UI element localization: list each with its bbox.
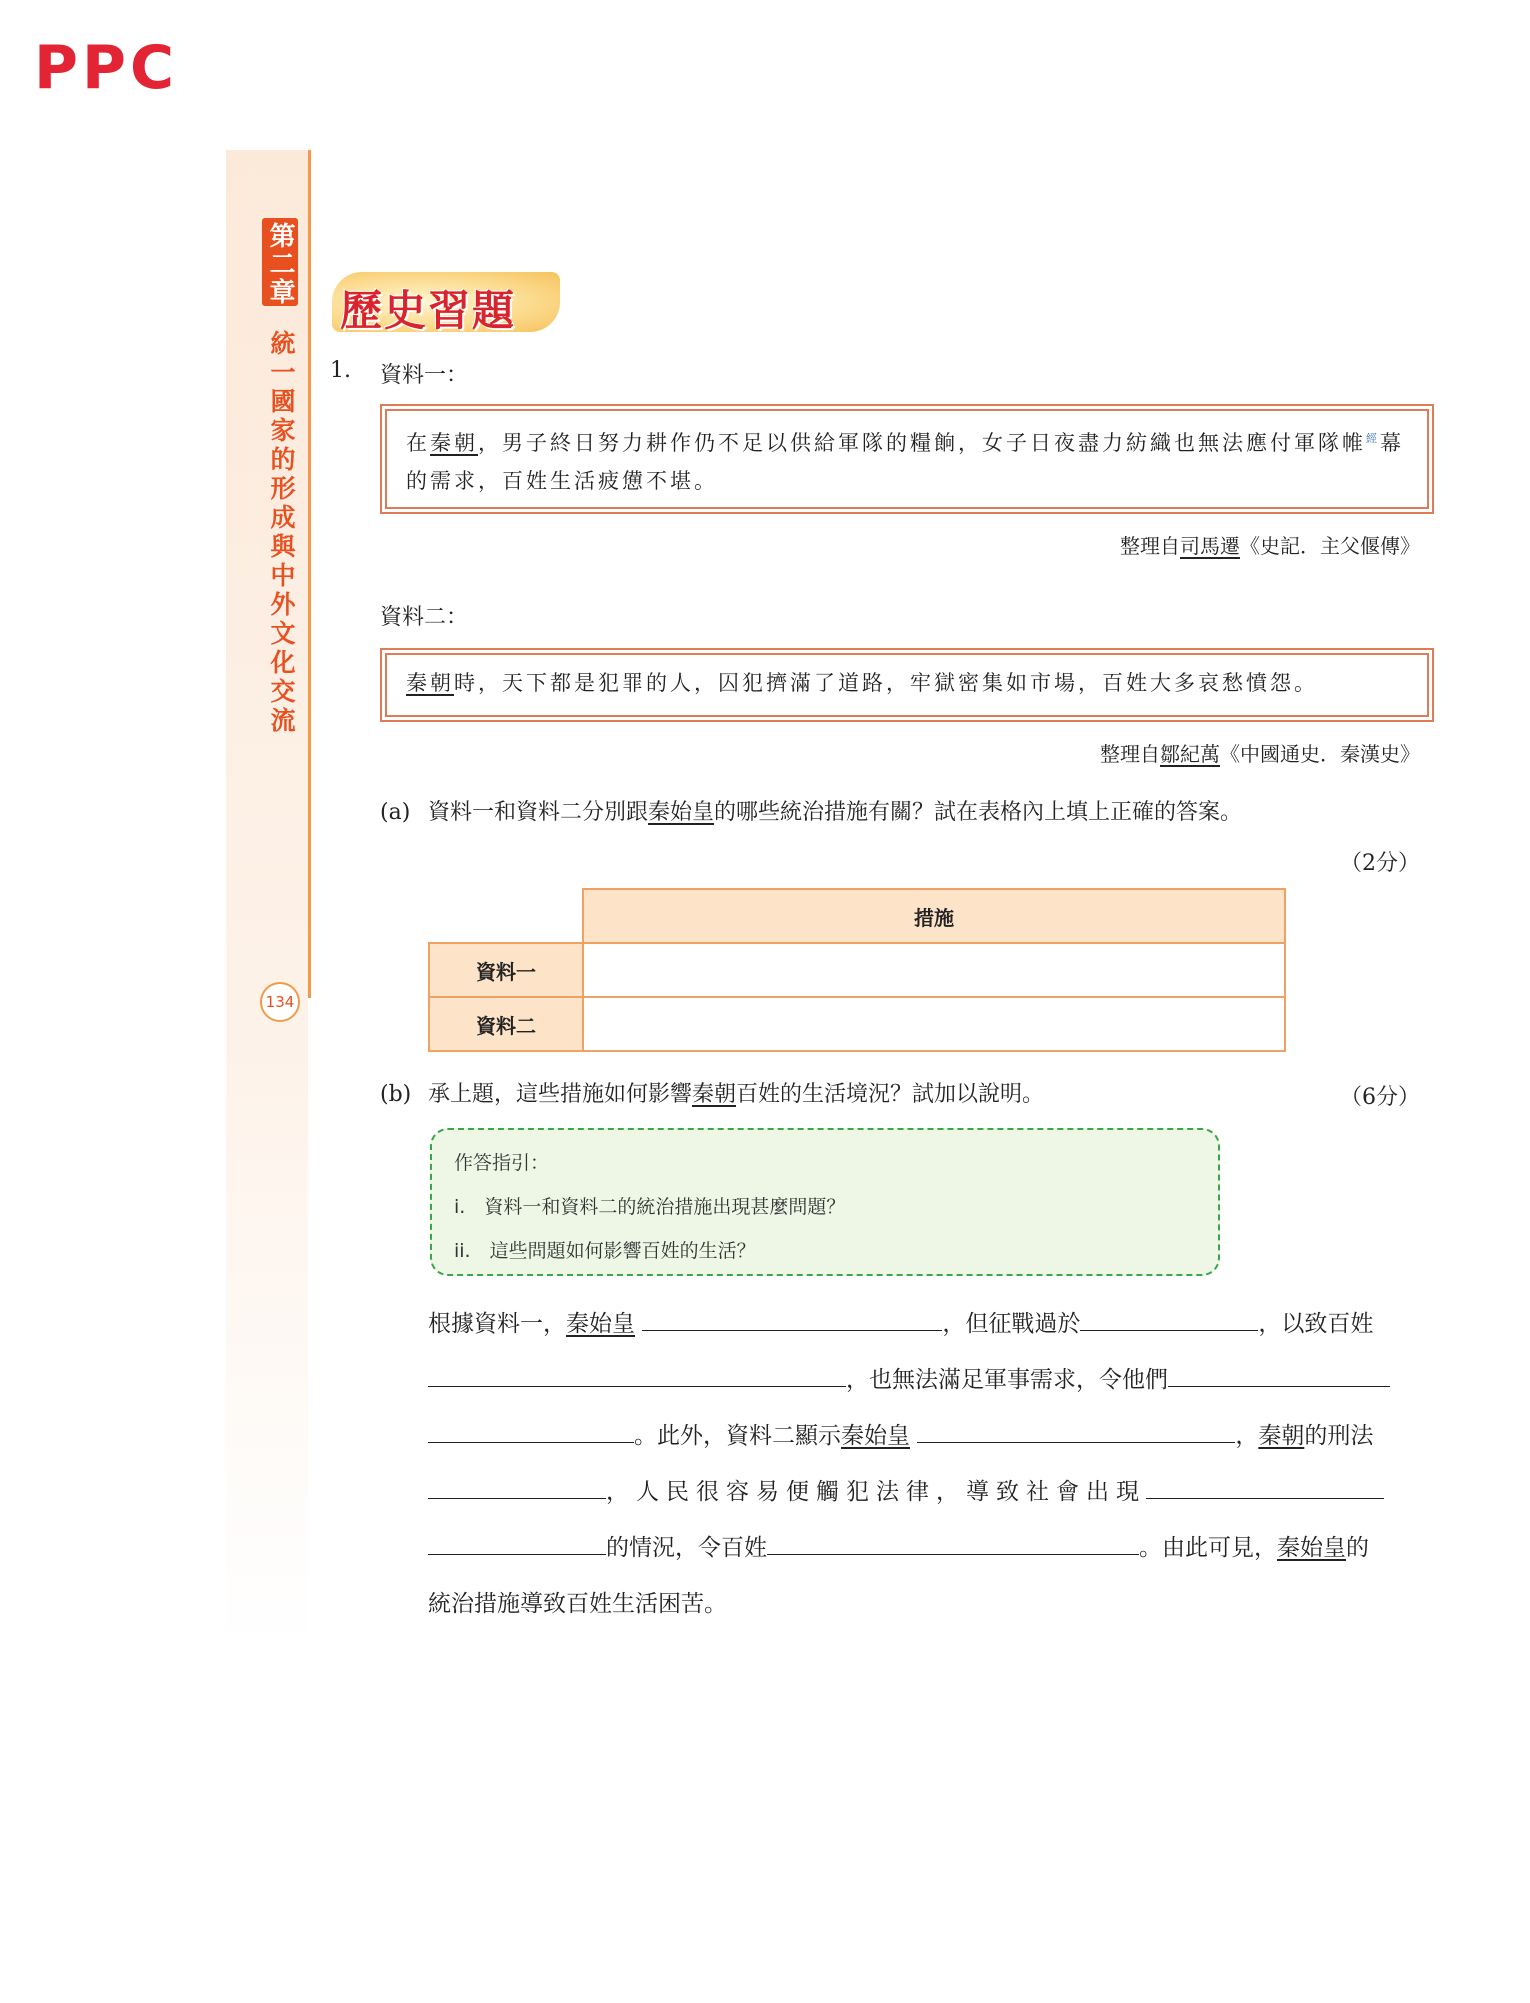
pronunciation-note: 經 bbox=[1366, 432, 1380, 445]
answer-guide-title: 作答指引： bbox=[454, 1152, 550, 1174]
underlined-term: 秦朝 bbox=[406, 671, 454, 695]
source2-label: 資料二： bbox=[380, 605, 469, 630]
answer-cell-source1[interactable] bbox=[583, 943, 1285, 997]
sidebar-divider bbox=[308, 150, 311, 998]
blank-field[interactable] bbox=[642, 1304, 942, 1331]
table-row-label: 資料二 bbox=[429, 997, 583, 1051]
source1-text: 在秦朝，男子終日努力耕作仍不足以供給軍隊的糧餉，女子日夜盡力紡織也無法應付軍隊帷$^經$幕的需求，百姓生活疲憊不堪。 bbox=[406, 431, 1404, 493]
part-b-label: (b) bbox=[380, 1082, 412, 1107]
answer-table bbox=[428, 888, 1286, 1052]
fill-line-6: 統治措施導致百姓生活困苦。 bbox=[428, 1591, 727, 1617]
answer-guide-item: ii. 這些問題如何影響百姓的生活？ bbox=[454, 1240, 756, 1262]
answer-cell-source2[interactable] bbox=[583, 997, 1285, 1051]
blank-field[interactable] bbox=[428, 1416, 634, 1443]
source1-box bbox=[380, 404, 1434, 514]
fill-line-5: 的情況，令百姓 。由此可見，秦始皇的 bbox=[428, 1520, 1430, 1576]
source1-citation: 整理自司馬遷《史記．主父偃傳》 bbox=[1120, 534, 1420, 558]
source2-citation: 整理自鄒紀萬《中國通史．秦漢史》 bbox=[1100, 742, 1420, 766]
underlined-term: 秦朝 bbox=[430, 431, 478, 455]
chapter-number: 第二章 bbox=[265, 222, 295, 306]
answer-guide-box bbox=[430, 1128, 1220, 1276]
part-a-marks: （2分） bbox=[1340, 851, 1420, 876]
blank-field[interactable] bbox=[428, 1528, 606, 1555]
source1-label: 資料一： bbox=[380, 363, 469, 388]
section-banner-title: 歷史習題 bbox=[340, 286, 517, 335]
table-header-measures: 措施 bbox=[583, 889, 1285, 943]
source2-text: 秦朝時，天下都是犯罪的人，囚犯擠滿了道路，牢獄密集如市場，百姓大多哀愁憤怨。 bbox=[406, 671, 1318, 695]
table-row-label: 資料一 bbox=[429, 943, 583, 997]
part-a-label: (a) bbox=[380, 800, 411, 825]
part-a-question: 資料一和資料二分別跟秦始皇的哪些統治措施有關？試在表格內上填上正確的答案。 bbox=[428, 800, 1243, 825]
blank-field[interactable] bbox=[1080, 1304, 1258, 1331]
fill-line-1: 根據資料一，秦始皇 ，但征戰過於 ，以致百姓 bbox=[428, 1296, 1430, 1352]
fill-line-2: ，也無法滿足軍事需求，令他們 bbox=[428, 1352, 1430, 1408]
blank-field[interactable] bbox=[917, 1416, 1235, 1443]
fill-line-4: ，人民很容易便觸犯法律，導致社會出現 bbox=[428, 1464, 1430, 1520]
chapter-title: 統一國家的形成與中外文化交流 bbox=[267, 330, 296, 736]
part-b-question: 承上題，這些措施如何影響秦朝百姓的生活境況？試加以說明。 bbox=[428, 1082, 1045, 1107]
blank-field[interactable] bbox=[1146, 1472, 1384, 1499]
page-number: 134 bbox=[260, 982, 300, 1022]
part-b-marks: （6分） bbox=[1340, 1085, 1420, 1110]
table-corner bbox=[429, 889, 583, 943]
fill-line-3: 。此外，資料二顯示秦始皇 ，秦朝的刑法 bbox=[428, 1408, 1430, 1464]
blank-field[interactable] bbox=[767, 1528, 1139, 1555]
answer-guide-item: i. 資料一和資料二的統治措施出現甚麼問題？ bbox=[454, 1196, 846, 1218]
blank-field[interactable] bbox=[428, 1360, 846, 1387]
source2-box bbox=[380, 648, 1434, 722]
blank-field[interactable] bbox=[428, 1472, 606, 1499]
question-number: 1. bbox=[330, 358, 351, 383]
blank-field[interactable] bbox=[1168, 1360, 1390, 1387]
publisher-logo: PPC bbox=[34, 33, 178, 103]
